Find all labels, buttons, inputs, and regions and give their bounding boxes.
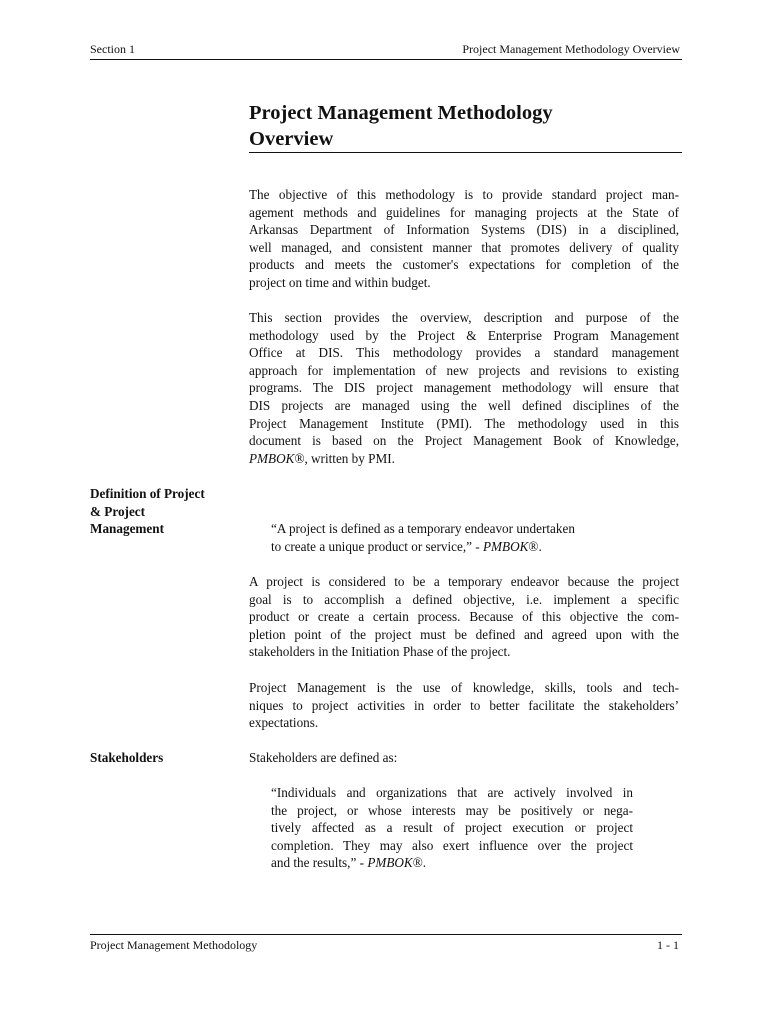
paragraph-line: document is based on the Project Management Book of Knowledge, — [249, 433, 679, 449]
paragraph-line: well managed, and consistent manner that promotes delivery of quality — [249, 239, 679, 255]
quote-line: “A project is defined as a temporary endeavor undertaken — [271, 521, 575, 536]
header-running-title: Project Management Methodology Overview — [462, 42, 680, 56]
paragraph-line: methodology used by the Project & Enterprise Program Management — [249, 327, 679, 343]
pmbok-italic: PMBOK® — [249, 450, 305, 466]
quote-line: tively affected as a result of project execution or project — [271, 820, 633, 836]
paragraph-line: DIS projects are managed using the well defined disciplines of the — [249, 397, 679, 413]
paragraph-line: Arkansas Department of Information Systems (DIS) in a disciplined, — [249, 222, 679, 238]
heading-line: & Project — [90, 503, 146, 519]
temporary-endeavor-paragraph — [249, 573, 679, 661]
quote-text: to create a unique product or service,” - — [271, 538, 483, 554]
paragraph-line: Project Management Institute (PMI). The methodology used in this — [249, 415, 679, 431]
paragraph-line: pletion point of the project must be defined and agreed upon with the — [249, 626, 679, 642]
title-line-1: Project Management Methodology — [249, 102, 553, 124]
footer-page-number: 1 - 1 — [657, 938, 679, 952]
project-management-paragraph — [249, 679, 679, 732]
paragraph-line: approach for implementation of new projects and revisions to existing — [249, 362, 679, 378]
page-header — [90, 40, 682, 60]
paragraph-line: The objective of this methodology is to provide standard project man- — [249, 187, 679, 202]
paragraph-line: project on time and within budget. — [249, 274, 431, 290]
quote-line: “Individuals and organizations that are actively involved in — [271, 785, 633, 800]
paragraph-line: products and meets the customer's expectations for completion of the — [249, 257, 679, 273]
paragraph-line: expectations. — [249, 715, 319, 731]
quote-text: and the results,” - — [271, 855, 368, 871]
paragraph-line: Project Management is the use of knowledge, skills, tools and tech- — [249, 680, 679, 695]
paragraph-line: A project is considered to be a temporary endeavor because the project — [249, 574, 679, 589]
page-footer — [90, 934, 682, 953]
quote-line — [271, 538, 575, 556]
stakeholders-quote — [271, 784, 633, 872]
title-line-2: Overview — [249, 128, 334, 150]
paragraph-line: This section provides the overview, description and purpose of the — [249, 310, 679, 325]
paragraph-line: niques to project activities in order to better facilitate the stakeholders’ — [249, 697, 679, 713]
stakeholders-heading: Stakeholders — [90, 750, 164, 765]
quote-end: ®. — [412, 855, 427, 871]
paragraph-line: agement methods and guidelines for managing projects at the State of — [249, 204, 679, 220]
quote-line — [271, 854, 633, 872]
section-purpose-paragraph — [249, 309, 679, 467]
quote-end: ®. — [528, 538, 542, 554]
page-title — [249, 100, 682, 153]
pmbok-italic: PMBOK — [367, 855, 413, 871]
paragraph-line: stakeholders in the Initiation Phase of the project. — [249, 644, 511, 660]
paragraph-line: programs. The DIS project management methodology will ensure that — [249, 380, 679, 396]
paragraph-line: Office at DIS. This methodology provides a standard management — [249, 345, 679, 361]
definition-heading — [90, 485, 205, 538]
objective-paragraph — [249, 186, 679, 292]
heading-line: Definition of Project — [90, 486, 205, 501]
paragraph-line — [249, 450, 679, 468]
paragraph-line-rest: , written by PMI. — [304, 450, 395, 466]
heading-line: Management — [90, 521, 164, 537]
intro-line: Stakeholders are defined as: — [249, 750, 398, 765]
quote-line: the project, or whose interests may be positively or nega- — [271, 802, 633, 818]
paragraph-line: product or create a certain process. Because of this objective the com- — [249, 609, 679, 625]
project-definition-quote — [271, 520, 575, 555]
footer-doc-title: Project Management Methodology — [90, 938, 258, 952]
header-section: Section 1 — [90, 42, 135, 56]
stakeholders-intro — [249, 749, 397, 767]
paragraph-line: goal is to accomplish a defined objective, i.e. implement a specific — [249, 591, 679, 607]
pmbok-italic: PMBOK — [483, 538, 529, 554]
quote-line: completion. They may also exert influence over the project — [271, 837, 633, 853]
